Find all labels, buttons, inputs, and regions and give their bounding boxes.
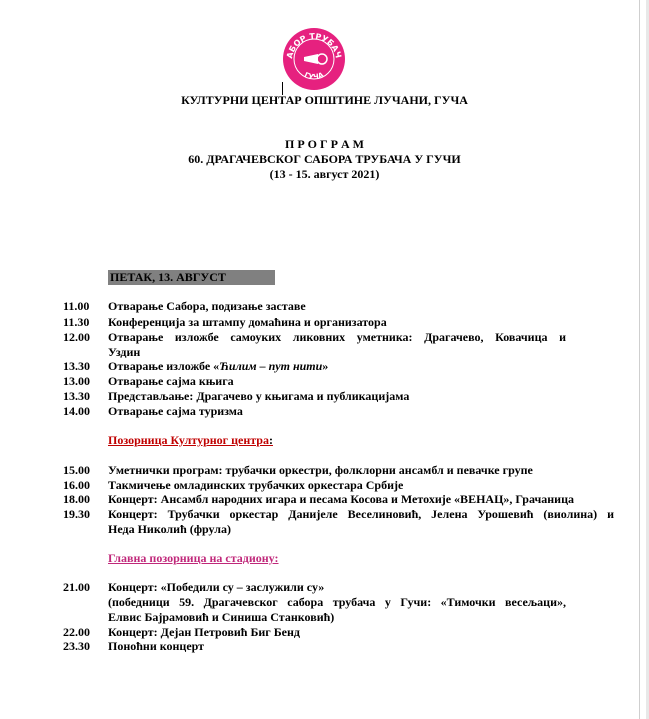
org-name: КУЛТУРНИ ЦЕНТАР ОПШТИНЕ ЛУЧАНИ, ГУЧА: [181, 93, 468, 107]
festival-logo: [282, 27, 346, 91]
festival-dates: (13 - 15. август 2021): [269, 167, 380, 181]
section-heading-cultural-center: Позорница Културног центра:: [108, 433, 273, 447]
logo-text-top: АБОР ТРУБАЧ: [285, 31, 343, 60]
day-heading: ПЕТАК, 13. АВГУСТ: [108, 270, 275, 285]
program-title: П Р О Г Р А М: [285, 137, 364, 151]
section-heading-main-stage: Главна позорница на стадиону:: [108, 551, 279, 565]
logo-text-bottom: ГУЧА: [303, 70, 325, 82]
festival-title: 60. ДРАГАЧЕВСКОГ САБОРА ТРУБАЧА У ГУЧИ: [188, 152, 461, 166]
